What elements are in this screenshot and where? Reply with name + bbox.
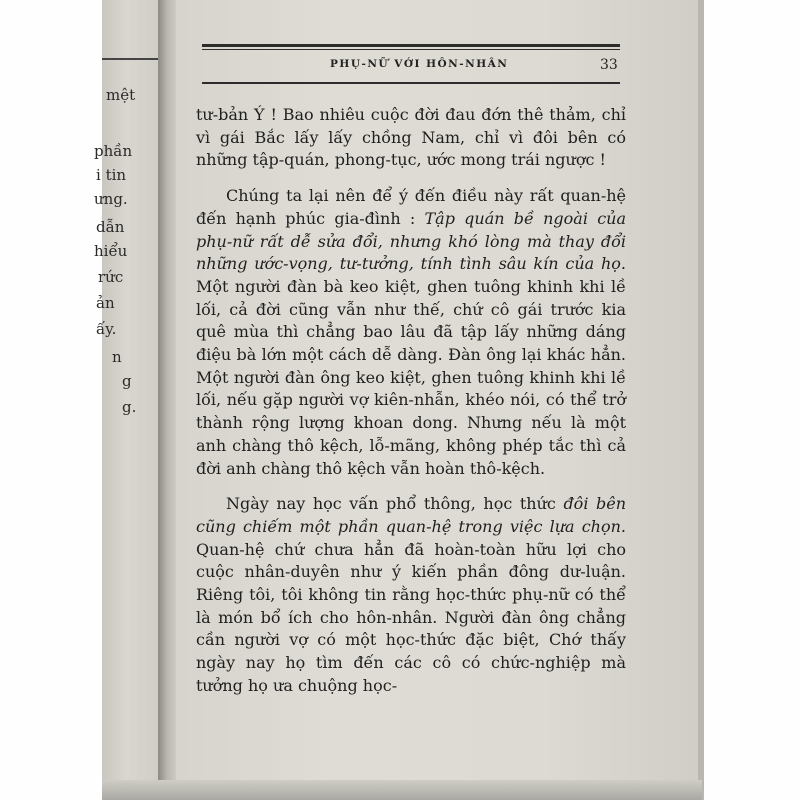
paragraph-3-text-b: Quan-hệ chứ chưa hẳn đã hoàn-toàn hữu lợi cho cuộc nhân-duyên như ý kiến phần đông dư-luận. Riêng tôi, tôi không tin rằng học-thức phụ-nữ có thể là món bổ ích cho hôn-nhân. Người đàn ông chẳng cần người vợ có một học-thức đặc biệt, Chớ thấy ngày nay họ tìm đến các cô có chức-nghiệp mà tưởng họ ưa chuộng học- bbox=[196, 539, 626, 695]
paragraph-2-italic: Tập quán bề ngoài của phụ-nữ rất dễ sửa đổi, nhưng khó lòng mà thay đổi những ước-vọng, tư-tưởng, tính tình sâu kín của họ. bbox=[196, 208, 627, 274]
paragraph-1: tư-bản Ý ! Bao nhiêu cuộc đời đau đớn thê thảm, chỉ vì gái Bắc lấy lấy chồng Nam, chỉ vì đôi bên có những tập-quán, phong-tục, ước mong trái ngược ! bbox=[196, 105, 626, 170]
left-page-fragment: ản bbox=[96, 294, 115, 312]
left-page-fragment: ấy. bbox=[96, 320, 117, 338]
paragraph-3-italic: đôi bên cũng chiếm một phần quan-hệ trong việc lựa chọn. bbox=[196, 494, 627, 536]
page-number: 33 bbox=[600, 57, 618, 73]
paragraph-3 bbox=[196, 493, 626, 697]
left-page-fragment: n bbox=[112, 348, 122, 366]
left-page-fragment: i tin bbox=[96, 166, 127, 184]
left-page-fragment: g bbox=[122, 372, 132, 390]
paragraph-2 bbox=[196, 185, 626, 480]
body-text bbox=[196, 104, 626, 698]
page-edge bbox=[698, 0, 704, 800]
left-page-edge bbox=[94, 0, 162, 800]
header-rule-bottom bbox=[202, 82, 620, 84]
left-page-fragment: phần bbox=[94, 142, 133, 160]
running-title: PHỤ-NỮ VỚI HÔN-NHÂN bbox=[330, 58, 509, 70]
left-page-rule bbox=[102, 58, 162, 60]
left-page-fragment: ưng. bbox=[94, 190, 128, 208]
paragraph-2-text-a: Chúng ta lại nên để ý đến điều này rất quan-hệ đến hạnh phúc gia-đình : bbox=[196, 186, 626, 228]
paragraph-3-text-a: Ngày nay học vấn phổ thông, học thức bbox=[226, 494, 564, 514]
left-page-fragment: g. bbox=[122, 398, 137, 416]
book-gutter bbox=[158, 0, 178, 800]
book-bottom-edge bbox=[102, 780, 702, 800]
left-page-fragment: mệt bbox=[106, 86, 136, 104]
left-page-fragment: rức bbox=[98, 268, 124, 286]
paragraph-2-text-b: Một người đàn bà keo kiệt, ghen tuông khinh khi lề lối, cả đời cũng vẫn như thế, chứ cô gái trước kia quê mùa thì chẳng bao lâu đã tập lấy những dáng điệu bà lớn một cách dễ dàng. Đàn ông lại khác hẳn. Một người đàn ông keo kiệt, ghen tuông khinh khi lề lối, nếu gặp người vợ kiên-nhẫn, khéo nói, có thể trở thành rộng lượng khoan dong. Nhưng nếu là một anh chàng thô kệch, lỗ-mãng, không phép tắc thì cả đời anh chàng thô kệch vẫn hoàn thô-kệch. bbox=[196, 276, 626, 478]
header-rule-thin bbox=[202, 49, 620, 50]
left-page-fragment: dẫn bbox=[96, 218, 125, 236]
header-rule-thick bbox=[202, 44, 620, 47]
left-page-fragment: hiểu bbox=[94, 242, 128, 260]
